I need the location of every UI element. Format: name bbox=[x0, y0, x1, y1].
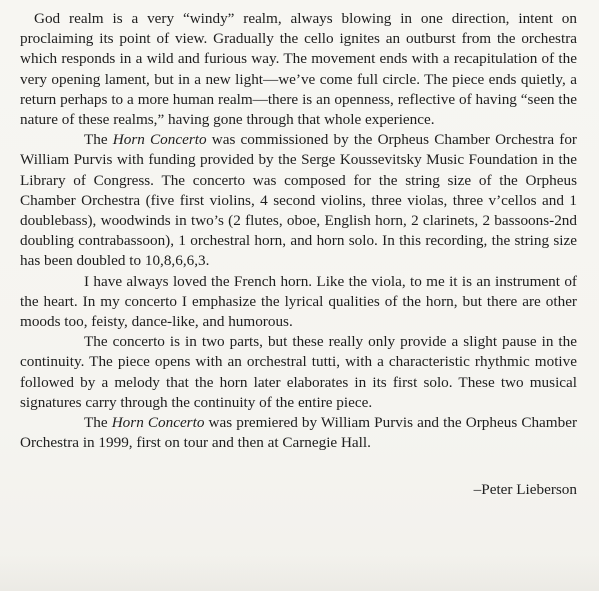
paragraph-5 bbox=[20, 413, 577, 453]
text-segment: I have always loved the French horn. Like the viola, to me it is an instrument of the heart. In my concerto I emphasize the lyrical qualities of the horn, but there are other moods too, feisty, dance-like, and humorous. bbox=[20, 272, 577, 331]
body-text bbox=[20, 9, 577, 453]
author-signature: –Peter Lieberson bbox=[473, 481, 577, 498]
italic-title-text: Horn Concerto bbox=[111, 414, 205, 432]
paragraph-1 bbox=[20, 9, 577, 130]
text-segment: was commissioned by the Orpheus Chamber Orchestra for William Purvis with funding provided by the Serge Koussevitsky Music Foundation in the Library of Congress. The concerto was composed for the string size of the Orpheus Chamber Orchestra (five first violins, 4 second violins, three violas, three v’cellos and 1 doublebass), woodwinds in two’s (2 flutes, oboe, English horn, 2 clarinets, 2 bassoons-2nd doubling contrabassoon), 1 orchestral horn, and horn solo. In this recording, the string size has been doubled to 10,8,6,6,3. bbox=[20, 131, 577, 270]
text-segment: The bbox=[84, 131, 113, 149]
text-segment: The concerto is in two parts, but these really only provide a slight pause in the continuity. The piece opens with an orchestral tutti, with a characteristic rhythmic motive followed by a melody that the horn later elaborates in its first solo. These two musical signatures carry through the continuity of the entire piece. bbox=[20, 333, 577, 411]
text-segment: The bbox=[84, 414, 112, 432]
text-segment: God realm is a very “windy” realm, always blowing in one direction, intent on proclaiming its point of view. Gradually the cello ignites an outburst from the orchestra which responds in a wild and furious way. The movement ends with a recapitulation of the very opening lament, but in a new light—we’ve come full circle. The piece ends quietly, a return perhaps to a more human realm—there is an openness, reflective of having “seen the nature of these realms,” having gone through that whole experience. bbox=[20, 10, 577, 129]
text-segment: was premiered by William Purvis and the Orpheus Chamber Orchestra in 1999, first on tour and then at Carnegie Hall. bbox=[20, 414, 577, 452]
italic-title-text: Horn Concerto bbox=[112, 131, 207, 149]
paragraph-3 bbox=[20, 272, 577, 333]
paragraph-2 bbox=[20, 130, 577, 271]
bottom-fade bbox=[0, 555, 599, 591]
paragraph-4 bbox=[20, 332, 577, 413]
